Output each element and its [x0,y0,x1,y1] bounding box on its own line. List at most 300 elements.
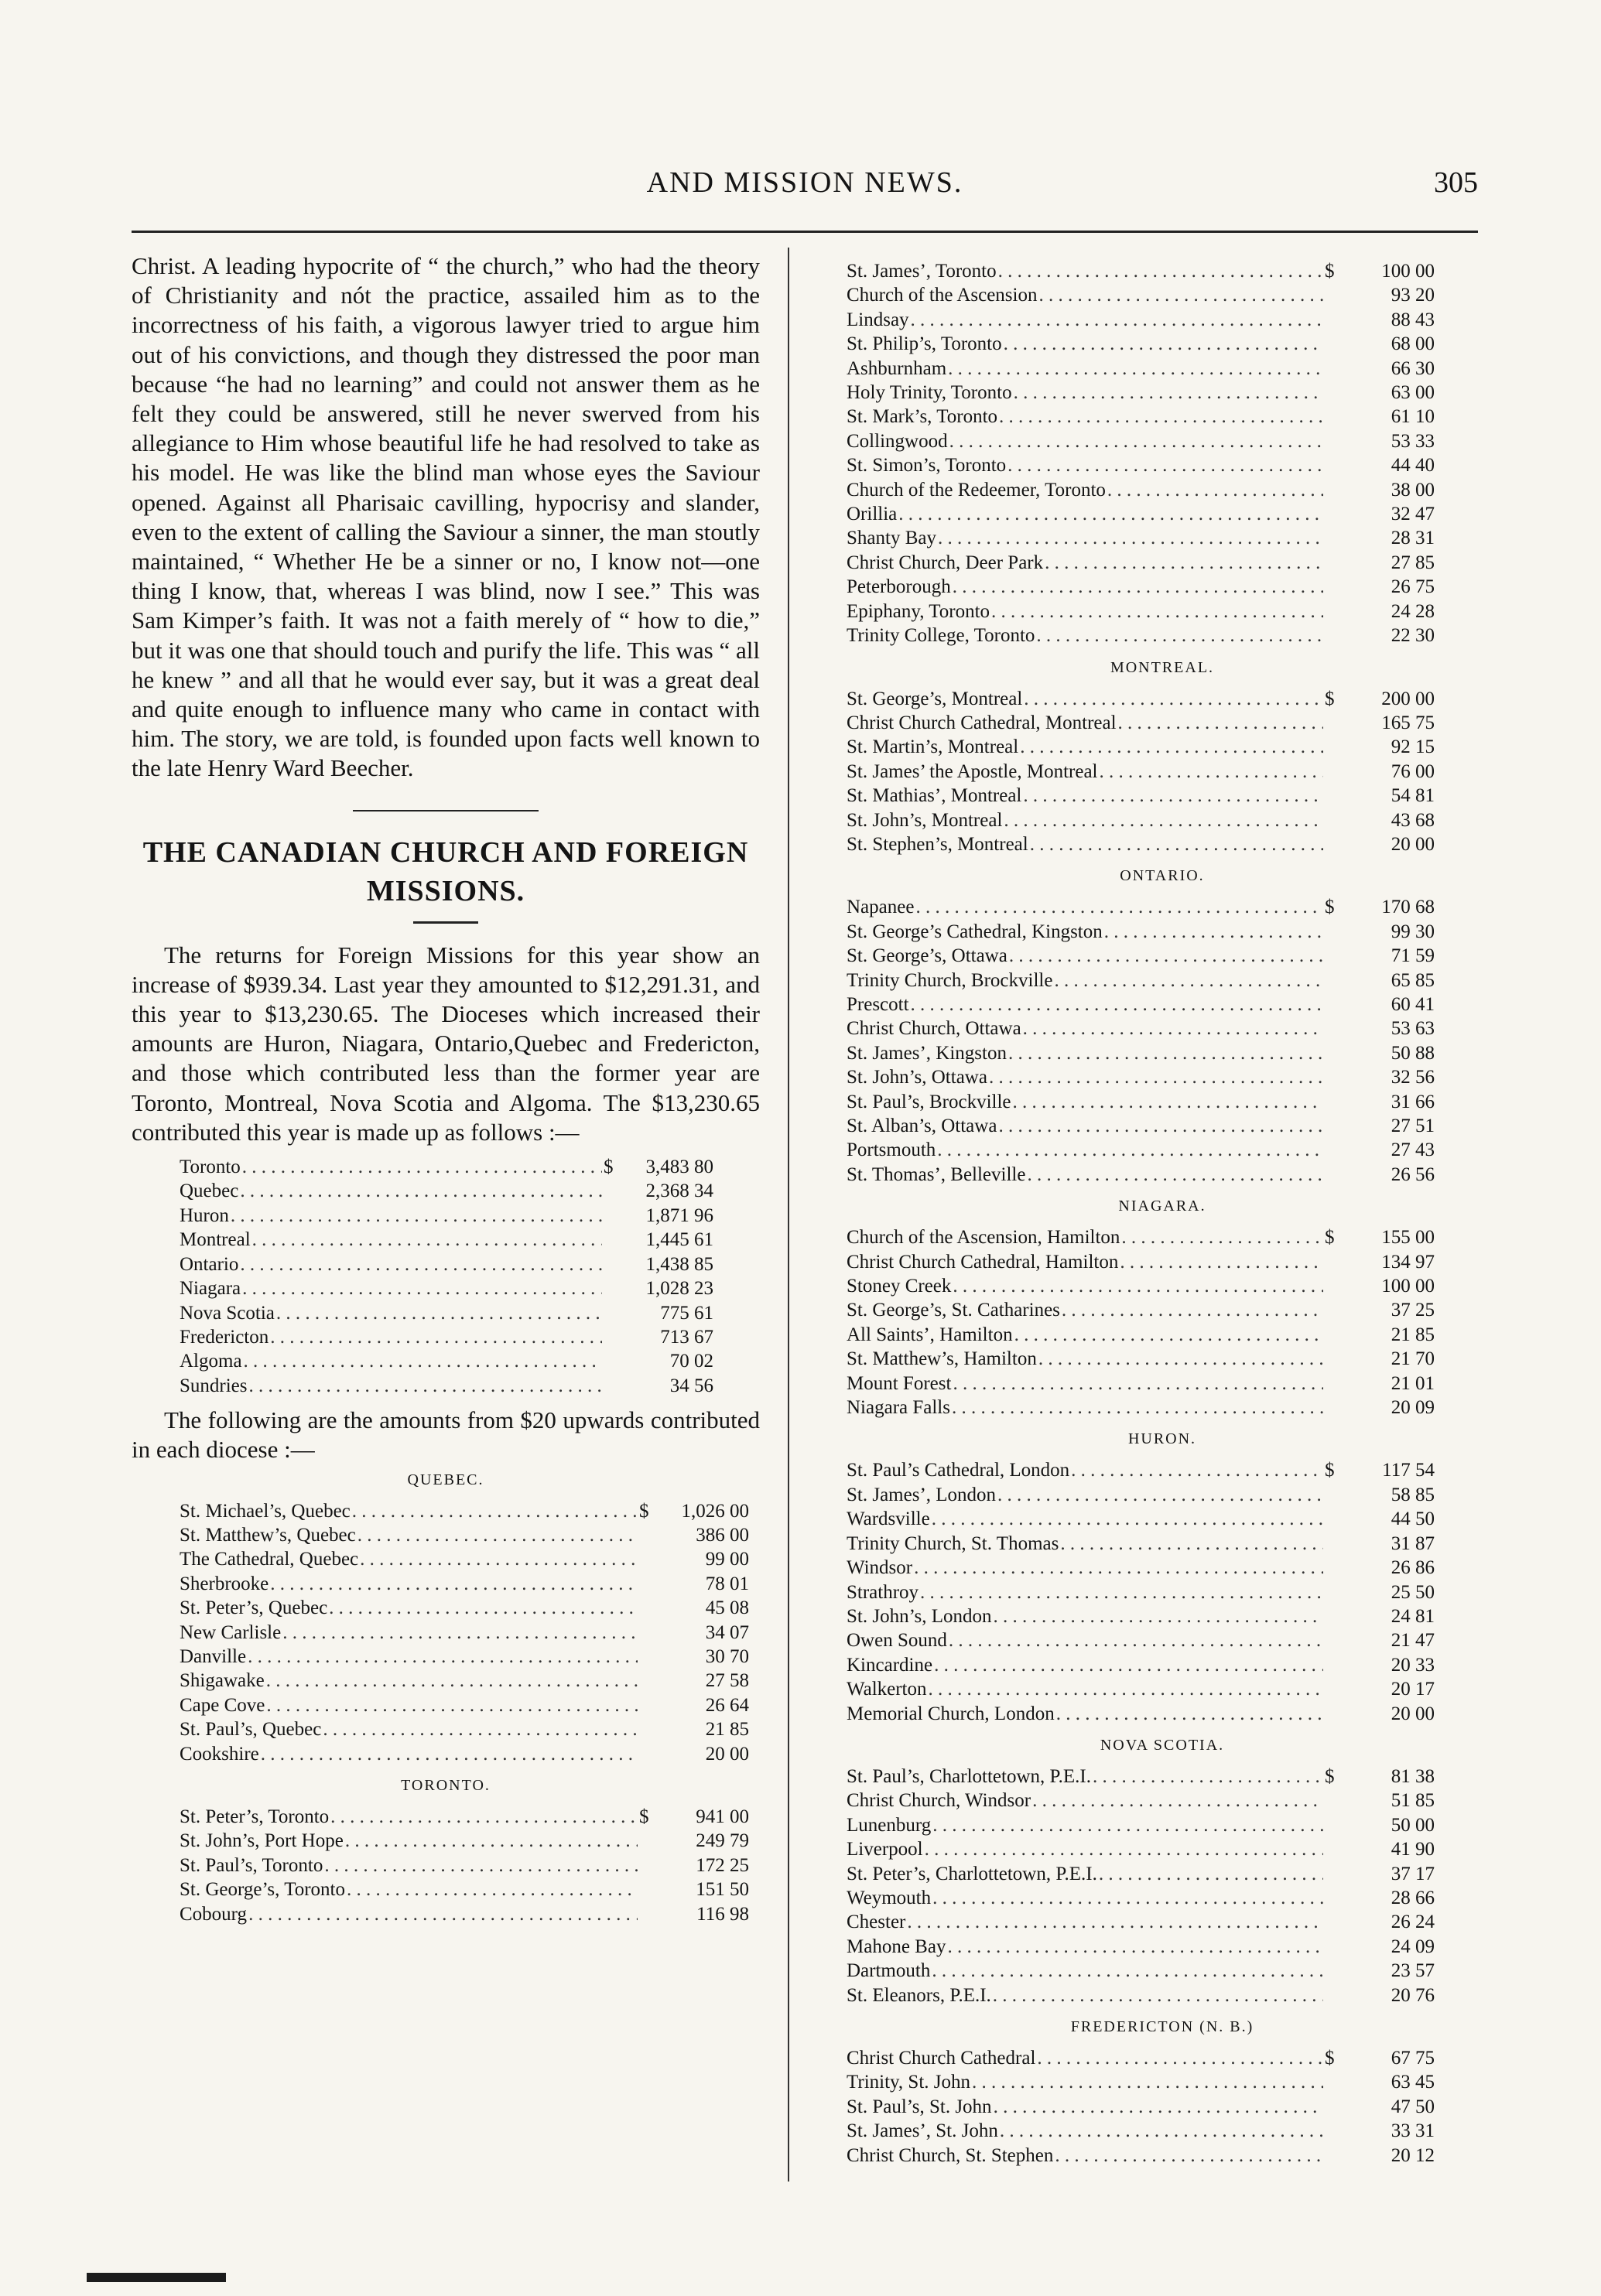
leader-dots [994,1604,1323,1628]
diocese-table [847,1458,1435,1725]
parish-name: Christ Church, Ottawa [847,1018,1021,1040]
amount: 88 43 [1391,309,1435,330]
parish-name: St. Peter’s, Quebec [180,1597,328,1619]
leader-dots [240,1252,602,1276]
table-row [847,2046,1435,2070]
table-row [847,283,1435,307]
parish-name: Sherbrooke [180,1573,269,1594]
parish-name: Ontario [180,1253,239,1275]
leader-dots [915,895,1323,919]
table-row [847,1959,1435,1983]
table-row [847,895,1435,919]
amount: 65 85 [1391,969,1435,991]
parish-name: Dartmouth [847,1960,931,1982]
amount: 20 12 [1391,2144,1435,2166]
diocese-table [847,1225,1435,1420]
parish-name: St. Matthew’s, Quebec [180,1524,356,1546]
amount: 134 97 [1381,1251,1435,1273]
table-row [847,1225,1435,1249]
leader-dots [270,1325,602,1349]
table-row [847,1138,1435,1162]
table-row [847,1837,1435,1861]
parish-name: Algoma [180,1351,242,1372]
table-row [847,1983,1435,2007]
amount: 44 50 [1391,1508,1435,1530]
parish-name: St. James’, Toronto [847,261,997,282]
diocese-heading: HURON. [1127,1430,1197,1448]
table-row [847,1886,1435,1910]
amount: 38 00 [1391,479,1435,501]
table-row [847,453,1435,477]
table-row [180,1301,713,1325]
diocese-table [847,259,1435,648]
leader-dots [1023,1016,1323,1040]
amount: 20 00 [1391,833,1435,855]
amount: 23 57 [1391,1960,1435,1982]
leader-dots [1004,332,1323,356]
parish-name: Christ Church Cathedral, Montreal [847,712,1117,733]
left-diocese-lists [132,1468,760,1927]
table-row [847,1458,1435,1482]
diocese-heading: NOVA SCOTIA. [1100,1736,1225,1754]
parish-name: Montreal [180,1229,251,1251]
parish-name: New Carlisle [180,1621,282,1643]
diocese-table [847,1765,1435,2007]
leader-dots [360,1547,638,1571]
amount: 24 81 [1391,1605,1435,1627]
amount: 100 00 [1381,261,1435,282]
dollar-sign: $ [1325,1460,1335,1481]
amount: 93 20 [1391,285,1435,306]
leader-dots [1099,1862,1323,1886]
leader-dots [953,1274,1323,1298]
parish-name: Nova Scotia [180,1302,275,1324]
amount: 50 00 [1391,1814,1435,1836]
parish-name: St. Matthew’s, Hamilton [847,1348,1037,1370]
amount: 45 08 [705,1597,749,1619]
amount: 37 17 [1391,1863,1435,1884]
parish-name: St. George’s, St. Catharines [847,1300,1060,1321]
amount: 53 33 [1391,430,1435,452]
leader-dots [1008,1041,1323,1065]
diocese-heading: TORONTO. [401,1777,491,1795]
amount: 60 41 [1391,993,1435,1015]
leader-dots [248,1902,638,1926]
table-row [180,1742,749,1766]
parish-name: Trinity Church, St. Thomas [847,1532,1059,1554]
amount: 58 85 [1391,1484,1435,1505]
table-row [847,308,1435,332]
leader-dots [1060,1532,1323,1556]
parish-name: St. George’s Cathedral, Kingston [847,921,1103,942]
right-diocese-lists [847,259,1478,2168]
table-row [180,1854,749,1877]
amount: 20 00 [705,1743,749,1765]
parish-name: Niagara Falls [847,1397,950,1419]
amount: 47 50 [1391,2096,1435,2117]
table-row [847,624,1435,647]
leader-dots [345,1829,638,1853]
leader-dots [948,357,1323,381]
parish-name: Stoney Creek [847,1276,952,1297]
table-row [180,1621,749,1645]
leader-dots [949,1628,1323,1652]
leader-dots [1104,920,1323,944]
parish-name: Niagara [180,1278,241,1300]
leader-dots [329,1596,638,1620]
leader-dots [938,526,1323,550]
amount: 20 00 [1391,1703,1435,1724]
page-number: 305 [1434,166,1478,199]
parish-name: St. John’s, Port Hope [180,1830,344,1852]
amount: 28 66 [1391,1887,1435,1908]
amount: 26 24 [1391,1912,1435,1933]
amount: 30 70 [705,1645,749,1667]
diocese-table [847,2046,1435,2168]
amount: 27 58 [705,1670,749,1692]
table-row [847,2095,1435,2119]
diocese-table [180,1805,749,1926]
amount: 25 50 [1391,1581,1435,1603]
table-row [847,760,1435,784]
leader-dots [997,1483,1323,1507]
table-row [180,1805,749,1829]
dollar-sign: $ [1325,1227,1335,1249]
parish-name: St. Alban’s, Ottawa [847,1116,997,1136]
parish-name: Danville [180,1645,247,1667]
parish-name: Lunenburg [847,1814,932,1836]
leader-dots [993,1983,1323,2007]
amount: 26 86 [1391,1557,1435,1579]
amount: 1,445 61 [645,1229,713,1251]
amount: 21 85 [1391,1324,1435,1345]
diocese-heading: QUEBEC. [407,1471,484,1488]
amount: 1,026 00 [681,1500,749,1522]
parish-name: Weymouth [847,1887,932,1908]
parish-name: St. Thomas’, Belleville [847,1163,1026,1185]
table-row [180,1228,713,1252]
table-row [180,1829,749,1853]
table-row [847,1163,1435,1187]
leader-dots [953,575,1323,599]
amount: 21 47 [1391,1630,1435,1652]
table-row [847,1789,1435,1813]
table-row [847,920,1435,944]
leader-dots [270,1572,638,1596]
amount: 1,028 23 [645,1278,713,1300]
leader-dots [911,308,1323,332]
amount: 63 45 [1391,2072,1435,2093]
table-row [847,526,1435,550]
leader-dots [932,1507,1323,1531]
diocese-heading: NIAGARA. [1118,1198,1206,1215]
leader-dots [934,1653,1323,1677]
table-row [180,1204,713,1228]
leader-dots [914,1556,1323,1580]
table-row [847,1114,1435,1138]
table-row [847,1765,1435,1789]
leader-dots [1055,2144,1323,2168]
leader-dots [357,1523,638,1547]
table-row [847,1507,1435,1531]
leader-dots [911,993,1323,1016]
leader-dots [1036,624,1323,647]
parish-name: Shanty Bay [847,528,936,549]
leader-dots [248,1645,638,1669]
table-row [180,1717,749,1741]
table-row [180,1693,749,1717]
parish-name: Owen Sound [847,1630,947,1652]
amount: 54 81 [1391,785,1435,807]
amount: 41 90 [1391,1839,1435,1860]
table-row [180,1276,713,1300]
amount: 21 70 [1391,1348,1435,1370]
leader-dots [242,1155,602,1179]
table-row [847,332,1435,356]
amount: 53 63 [1391,1018,1435,1040]
leader-dots [1009,944,1323,968]
parish-name: St. James’, London [847,1484,997,1505]
leader-dots [1118,711,1323,735]
amount: 63 00 [1391,382,1435,404]
parish-name: St. Martin’s, Montreal [847,736,1019,758]
parish-name: Church of the Redeemer, Toronto [847,479,1106,501]
parish-name: Lindsay [847,309,909,330]
table-row [180,1499,749,1523]
parish-name: Portsmouth [847,1139,936,1161]
amount: 116 98 [696,1903,749,1925]
parish-name: Peterborough [847,576,951,598]
leader-dots [276,1301,602,1325]
table-row [847,1935,1435,1959]
parish-name: St. Paul’s Cathedral, London [847,1460,1070,1481]
table-row [847,429,1435,453]
leader-dots [266,1669,638,1693]
table-row [847,1396,1435,1420]
leader-dots [1014,1323,1323,1347]
amount: 941 00 [696,1806,749,1828]
table-row [180,1179,713,1203]
parish-name: St. Mark’s, Toronto [847,406,998,428]
table-row [847,1323,1435,1347]
leader-dots [1023,784,1323,808]
leader-dots [249,1374,603,1398]
parish-name: Kincardine [847,1654,933,1676]
parish-name: Prescott [847,993,909,1015]
parish-name: St. George’s, Montreal [847,688,1023,709]
parish-name: Cape Cove [180,1694,265,1716]
parish-name: Trinity Church, Brockville [847,969,1053,991]
amount: 81 38 [1391,1765,1435,1787]
table-row [180,1252,713,1276]
parish-name: Holy Trinity, Toronto [847,382,1012,404]
table-row [847,381,1435,405]
leader-dots [972,2070,1323,2094]
leader-dots [1024,687,1323,711]
leader-dots [352,1499,638,1523]
parish-name: St. Paul’s, St. John [847,2096,992,2117]
amount: 26 64 [705,1694,749,1716]
parish-name: Trinity, St. John [847,2072,971,2093]
leader-dots [330,1805,638,1829]
parish-name: Chester [847,1912,906,1933]
table-row [847,1580,1435,1604]
leader-dots [240,1179,602,1203]
leader-dots [231,1204,602,1228]
parish-name: Church of the Ascension [847,285,1038,306]
dollar-sign: $ [639,1806,649,1828]
amount: 71 59 [1391,945,1435,967]
table-row [847,1628,1435,1652]
parish-name: Christ Church, St. Stephen [847,2144,1054,2166]
amount: 165 75 [1381,712,1435,733]
amount: 2,368 34 [645,1180,713,1202]
leader-dots [244,1349,602,1373]
leader-dots [1014,381,1323,405]
leader-dots [1045,551,1323,575]
amount: 76 00 [1391,760,1435,782]
table-row [847,1041,1435,1065]
header-rule [132,231,1478,233]
leader-dots [898,502,1323,526]
amount: 26 56 [1391,1163,1435,1185]
dollar-sign: $ [1325,897,1335,918]
parish-name: Christ Church, Deer Park [847,552,1044,573]
article-heading: THE CANADIAN CHURCH AND FOREIGN MISSIONS. [142,835,749,907]
amount: 22 30 [1391,625,1435,647]
table-row [847,784,1435,808]
amount: 31 87 [1391,1532,1435,1554]
table-row [847,1813,1435,1837]
parish-name: St. Mathias’, Montreal [847,785,1022,807]
dollar-sign: $ [639,1500,649,1522]
leader-dots [949,429,1323,453]
diocese-heading: ONTARIO. [1120,867,1205,885]
parish-name: St. James’, St. John [847,2120,998,2142]
table-row [847,832,1435,856]
parish-name: Collingwood [847,430,948,452]
leader-dots [282,1621,638,1645]
amount: 27 85 [1391,552,1435,573]
table-row [180,1155,713,1179]
dollar-sign: $ [1325,688,1335,709]
leader-dots [266,1693,638,1717]
article-paragraph-2: The following are the amounts from $20 upwards contributed in each diocese :— [132,1406,760,1464]
table-row [847,2119,1435,2143]
amount: 92 15 [1391,736,1435,758]
running-title: AND MISSION NEWS. [646,166,963,199]
amount: 34 56 [669,1375,713,1396]
parish-name: Christ Church, Windsor [847,1790,1031,1812]
table-row [847,1372,1435,1396]
leader-dots [1093,1765,1323,1789]
table-row [847,1653,1435,1677]
parish-name: Christ Church Cathedral [847,2048,1036,2069]
amount: 51 85 [1391,1790,1435,1812]
parish-name: Cobourg [180,1903,248,1925]
leader-dots [932,1959,1323,1983]
parish-name: St. James’, Kingston [847,1042,1007,1064]
parish-name: Ashburnham [847,357,947,379]
parish-name: St. Simon’s, Toronto [847,455,1007,477]
amount: 99 30 [1391,921,1435,942]
parish-name: St. Paul’s, Brockville [847,1091,1011,1112]
diocese-summary-table [180,1155,713,1398]
parish-name: Strathroy [847,1581,919,1603]
table-row [847,1702,1435,1726]
leader-dots [323,1717,638,1741]
parish-name: St. Eleanors, P.E.I. [847,1984,991,2006]
amount: 24 09 [1391,1936,1435,1957]
leader-dots [953,1372,1323,1396]
leader-dots [999,405,1323,429]
leader-dots [991,600,1323,624]
diocese-table [847,687,1435,857]
leader-dots [1037,2046,1323,2070]
table-row [847,1677,1435,1701]
column-divider [788,248,789,2182]
section-separator [353,810,539,811]
amount: 21 85 [705,1719,749,1741]
leader-dots [1013,1090,1324,1114]
diocese-heading: MONTREAL. [1110,658,1215,676]
parish-name: All Saints’, Hamilton [847,1324,1013,1345]
right-column [847,251,1478,2175]
leader-dots [252,1228,602,1252]
parish-name: Trinity College, Toronto [847,625,1035,647]
amount: 27 51 [1391,1116,1435,1136]
table-row [847,1065,1435,1089]
parish-name: Liverpool [847,1839,923,1860]
table-row [180,1596,749,1620]
parish-name: Huron [180,1204,229,1226]
table-row [180,1523,749,1547]
parish-name: St. George’s, Toronto [180,1879,345,1901]
leader-dots [1038,1347,1323,1371]
amount: 170 68 [1381,897,1435,918]
table-row [847,2144,1435,2168]
table-row [847,600,1435,624]
amount: 117 54 [1382,1460,1435,1481]
leader-dots [242,1276,602,1300]
dollar-sign: $ [604,1157,614,1178]
dollar-sign: $ [1325,261,1335,282]
leader-dots [1038,283,1323,307]
amount: 68 00 [1391,333,1435,355]
table-row [180,1645,749,1669]
leader-dots [929,1677,1323,1701]
amount: 44 40 [1391,455,1435,477]
table-row [847,969,1435,993]
amount: 155 00 [1381,1227,1435,1249]
table-row [847,735,1435,759]
leader-dots [1107,478,1323,502]
amount: 99 00 [705,1549,749,1570]
amount: 24 28 [1391,600,1435,622]
table-row [847,551,1435,575]
parish-name: Quebec [180,1180,239,1202]
intro-paragraph: Christ. A leading hypocrite of “ the church,” who had the theory of Christianity and nót the practice, assailed him as to the incorrectness of his faith, a vigorous lawyer tried to argue him out of his convictions, and though they distressed the poor man because “he had no learning” and could not answer them as he felt they could be answered, still he never swerved from his allegiance to Him whose beautiful life he had resolved to take as his model. He was like the blind man whose eyes the Saviour opened. Against all Pharisaic cavilling, hypocrisy and slander, even to the extent of calling the Saviour a sinner, the man stoutly maintained, “ Whether He be a sinner or no, I know not—one thing I know, that, whereas I was blind, now I see.” This was Sam Kimper’s faith. It was not a faith merely of “ how to die,” but it was one that should touch and purify the life. This was “ all he knew ” and all that he would ever say, but it was a great deal and quite enough to influence many who came in contact with him. The story, we are told, is founded upon facts well known to the late Henry Ward Beecher. [132,252,760,782]
footer-mark [87,2273,226,2282]
leader-dots [1027,1163,1323,1187]
leader-dots [1032,1789,1323,1813]
table-row [847,357,1435,381]
amount: 713 67 [660,1326,713,1348]
table-row [847,993,1435,1016]
diocese-table [847,895,1435,1187]
leader-dots [1062,1298,1323,1322]
parish-name: St. John’s, Montreal [847,809,1003,831]
